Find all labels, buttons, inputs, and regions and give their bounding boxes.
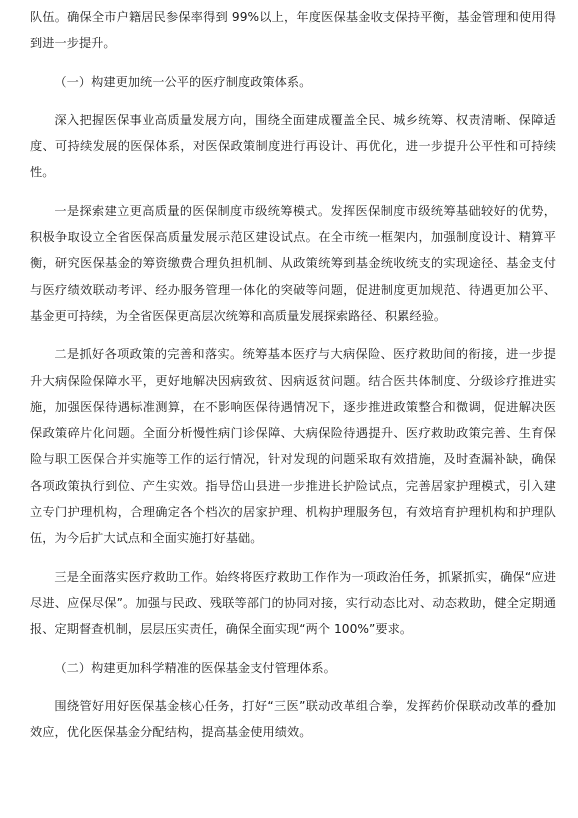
paragraph-item-two: 二是抓好各项政策的完善和落实。统筹基本医疗与大病保险、医疗救助间的衔接，进一步提升大病保险保障水平，更好地解决因病致贫、因病返贫问题。结合医共体制度、分级诊疗推进实施，加强医保待遇标准测算，在不影响医保待遇情况下，逐步推进政策整合和微调，促进解决医保政策碎片化问题。全面分析慢性病门诊保障、大病保险待遇提升、医疗救助政策完善、生育保险与职工医保合并实施等工作的运行情况，针对发现的问题采取有效措施，及时查漏补缺，确保各项政策执行到位、产生实效。指导岱山县进一步推进长护险试点，完善居家护理模式，引入建立专门护理机构，合理确定各个档次的居家护理、机构护理服务包，有效培育护理机构和护理队伍，为今后扩大试点和全面实施打好基础。 xyxy=(30,347,556,546)
paragraph-intro-1: 深入把握医保事业高质量发展方向，围绕全面建成覆盖全民、城乡统筹、权责清晰、保障适度、可持续发展的医保体系，对医保政策制度进行再设计、再优化，进一步提升公平性和可持续性。 xyxy=(30,112,556,180)
paragraph-continuation: 队伍。确保全市户籍居民参保率得到 99%以上，年度医保基金收支保持平衡，基金管理和使用得到进一步提升。 xyxy=(30,10,556,51)
section-heading-1: （一）构建更加统一公平的医疗制度政策体系。 xyxy=(54,74,312,89)
paragraph-item-one: 一是探索建立更高质量的医保制度市级统筹模式。发挥医保制度市级统筹基础较好的优势，积极争取设立全省医保高质量发展示范区建设试点。在全市统一框架内，加强制度设计、精算平衡，研究医保基金的筹资缴费合理负担机制、从政策统筹到基金统收统支的实现途径、基金支付与医疗绩效联动考评、经办服务管理一体化的突破等问题，促进制度更加规范、待遇更加公平、基金更可持续，为全省医保更高层次统筹和高质量发展探索路径、积累经验。 xyxy=(30,203,556,323)
paragraph-intro-2: 围绕管好用好医保基金核心任务，打好“三医”联动改革组合拳，发挥药价保联动改革的叠加效应，优化医保基金分配结构，提高基金使用绩效。 xyxy=(30,698,556,740)
paragraph-item-three: 三是全面落实医疗救助工作。始终将医疗救助工作作为一项政治任务，抓紧抓实，确保“应进尽进、应保尽保”。加强与民政、残联等部门的协同对接，实行动态比对、动态救助，健全定期通报、定期督查机制，层层压实责任，确保全面实现“两个 100%”要求。 xyxy=(30,569,556,637)
section-heading-2: （二）构建更加科学精准的医保基金支付管理体系。 xyxy=(54,660,336,675)
